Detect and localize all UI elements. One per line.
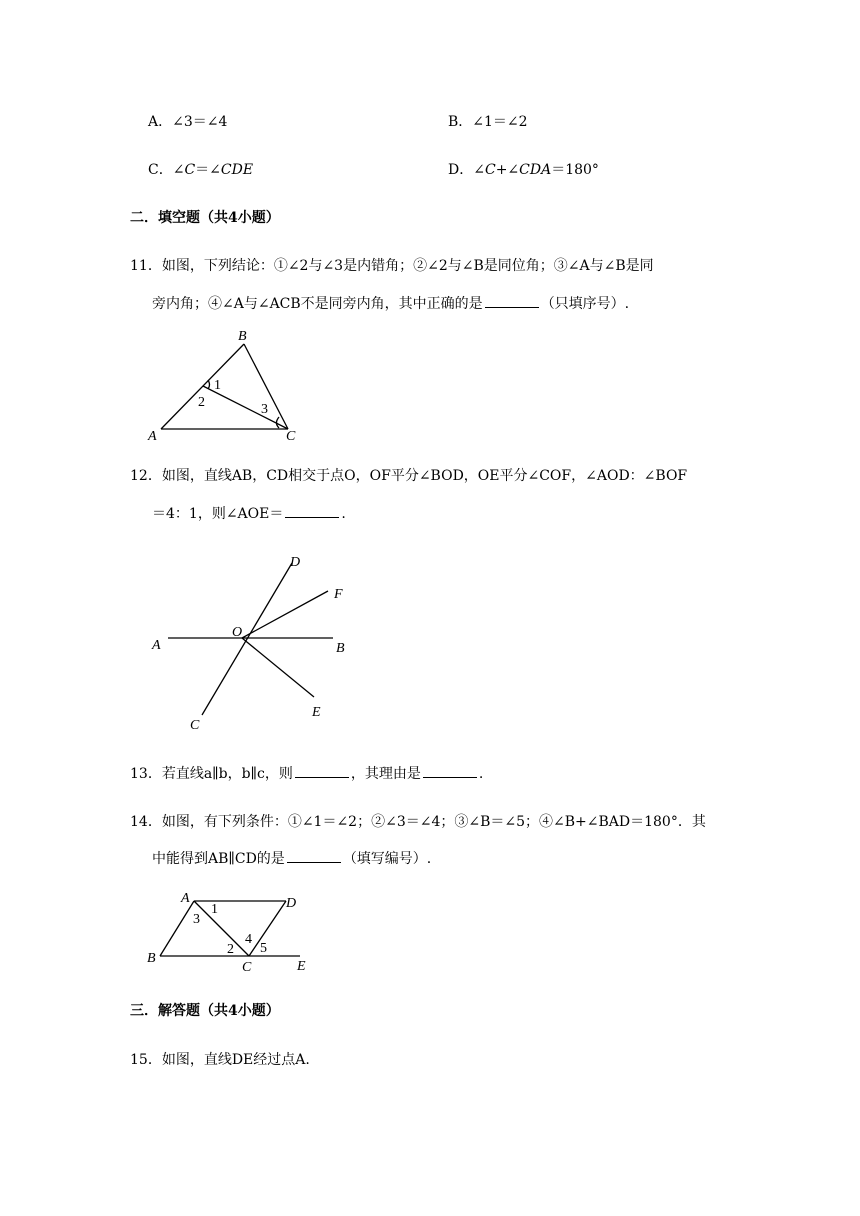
q12-label-f: F — [334, 587, 343, 602]
q14-label-e: E — [297, 959, 306, 974]
q12-ray-oe — [242, 638, 314, 697]
q14-side-cd — [249, 901, 286, 956]
q12-line1: 12．如图，直线AB，CD相交于点O，OF平分∠BOD，OE平分∠COF，∠AOD：∠BOF — [130, 468, 688, 484]
q14-label-3: 3 — [193, 912, 200, 927]
q11-label-2: 2 — [198, 395, 205, 410]
option-b: B．∠1＝∠2 — [448, 114, 528, 130]
q11-line1: 11．如图，下列结论：①∠2与∠3是内错角；②∠2与∠B是同位角；③∠A与∠B是同 — [130, 258, 654, 274]
q11-angle-arc-3 — [277, 417, 280, 428]
q13-blank-2 — [423, 763, 477, 778]
q14-label-c: C — [242, 960, 252, 975]
q14-label-1: 1 — [211, 902, 218, 917]
q14-label-b: B — [147, 951, 156, 966]
option-c: C．∠C＝∠CDE — [148, 162, 254, 178]
section-3-title: 三．解答题（共4小题） — [130, 1003, 280, 1019]
q13-line: 13．若直线a∥b，b∥c，则 ，其理由是 . — [130, 763, 483, 784]
q14-line2: 中能得到AB∥CD的是 （填写编号）. — [152, 848, 431, 869]
q15-line: 15．如图，直线DE经过点A. — [130, 1052, 310, 1068]
q14-figure — [140, 884, 340, 976]
q14-label-4: 4 — [245, 932, 252, 947]
q12-label-b: B — [336, 641, 345, 656]
q11-line2: 旁内角；④∠A与∠ACB不是同旁内角，其中正确的是 （只填序号）. — [152, 293, 629, 314]
option-d: D．∠C+∠CDA＝180° — [448, 162, 599, 178]
q12-label-c: C — [190, 718, 200, 733]
q12-answer-blank — [285, 503, 339, 518]
q12-line2: ＝4：1，则∠AOE＝ . — [152, 503, 346, 524]
q11-side-ab — [161, 344, 244, 429]
q14-label-d: D — [286, 896, 297, 911]
q11-label-b: B — [238, 329, 247, 344]
q12-label-o: O — [232, 625, 243, 640]
q11-label-a: A — [148, 429, 157, 444]
q12-line-cd — [202, 563, 292, 715]
q14-diagonal-ac — [194, 901, 249, 956]
q12-ray-of — [242, 591, 328, 638]
q11-label-c: C — [286, 429, 296, 444]
q14-line1: 14．如图，有下列条件：①∠1＝∠2；②∠3＝∠4；③∠B＝∠5；④∠B+∠BAD＝180°．其 — [130, 814, 706, 830]
q12-label-a: A — [152, 638, 161, 653]
q14-label-2: 2 — [227, 942, 234, 957]
q14-side-ab — [160, 901, 194, 956]
q11-label-3: 3 — [261, 402, 268, 417]
q14-label-a: A — [181, 891, 190, 906]
q13-blank-1 — [295, 763, 349, 778]
section-2-title: 二．填空题（共4小题） — [130, 210, 280, 226]
q11-label-1: 1 — [214, 378, 221, 393]
q14-label-5: 5 — [260, 941, 267, 956]
q12-label-d: D — [290, 555, 301, 570]
q12-label-e: E — [312, 705, 321, 720]
q11-answer-blank — [485, 293, 539, 308]
q11-angle-arc-1 — [208, 380, 210, 389]
q14-answer-blank — [287, 848, 341, 863]
q11-figure — [140, 322, 310, 446]
q12-figure — [140, 545, 370, 735]
option-a: A．∠3＝∠4 — [148, 114, 228, 130]
